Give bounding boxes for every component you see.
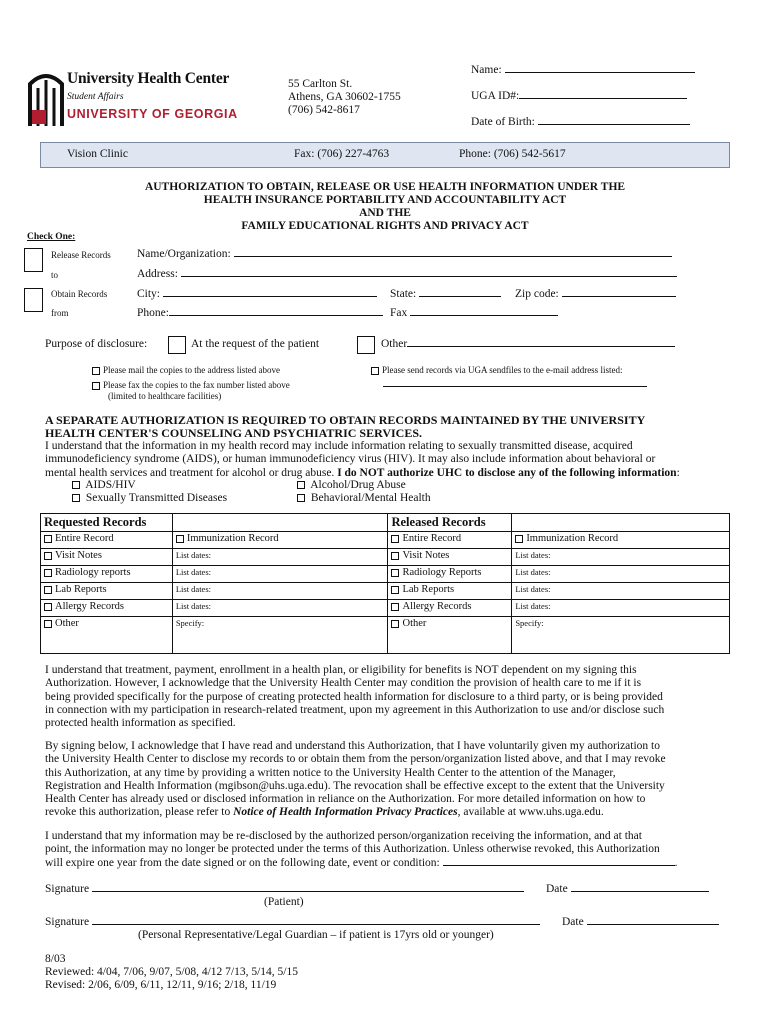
checkbox-icon[interactable] [92, 382, 100, 390]
name-field[interactable] [505, 72, 695, 73]
checkbox-icon[interactable] [391, 552, 399, 560]
checkbox-icon[interactable] [44, 552, 52, 560]
checkbox-icon[interactable] [391, 569, 399, 577]
check-one-label: Check One: [27, 232, 76, 242]
patient-signature-row: Signature [45, 883, 524, 895]
guardian-caption: (Personal Representative/Legal Guardian – if patient is 17yrs old or younger) [138, 929, 494, 941]
checkbox-icon[interactable] [44, 620, 52, 628]
paragraph-revocation: By signing below, I acknowledge that I have read and understand this Authorization, that I have voluntarily given my authorization to the University Health Center to disclose my records to or obtain them from the person/organization listed above, and that I may revoke this Authorization, at any time by providing a written notice to the University Health Center to the attention of the Manager, Registration and Health Information (mgibson@uhs.uga.edu). The revocation shall be effective except to the extent that the University Health Center has already used or disclosed information in reliance on the Authorization. For more detailed information on how to revoke this authorization, please refer to Notice of Health Information Privacy Practices, available at www.uhs.uga.edu. [45, 740, 666, 819]
checkbox-icon[interactable] [391, 620, 399, 628]
obtain-checkbox[interactable] [24, 288, 43, 312]
records-table [40, 513, 730, 654]
state-field[interactable] [419, 296, 501, 297]
name-org-row: Name/Organization: [137, 248, 672, 260]
requested-records-header: Requested Records [41, 514, 173, 532]
std-option: Sexually Transmitted Diseases [72, 492, 227, 504]
clinic-fax: Fax: (706) 227-4763 [294, 148, 390, 160]
privacy-notice-link[interactable]: Notice of Health Information Privacy Practices [233, 806, 458, 819]
city-row: City: [137, 288, 377, 300]
fax-row: Fax [390, 307, 558, 319]
clinic-phone: Phone: (706) 542-5617 [459, 148, 566, 160]
address-field[interactable] [181, 276, 677, 277]
table-row: Entire Record Immunization Record Entire Record Immunization Record [41, 532, 730, 549]
checkbox-icon[interactable] [176, 535, 184, 543]
alcohol-option: Alcohol/Drug Abuse [297, 479, 406, 491]
phone-field[interactable] [169, 315, 383, 316]
paragraph-redisclosure: I understand that my information may be re-disclosed by the authorized person/organization receiving the information, and at that point, the information may no longer be protected under the terms of this Authorization. Unless otherwise revoked, this Authorization will expire one year from the date signed or on the following date, event or condition: . [45, 830, 678, 869]
table-row: Radiology reports List dates: Radiology Reports List dates: [41, 566, 730, 583]
fax-option: Please fax the copies to the fax number listed above [92, 380, 290, 390]
checkbox-icon[interactable] [72, 494, 80, 502]
purpose-label: Purpose of disclosure: [45, 338, 148, 350]
dob-field[interactable] [538, 124, 690, 125]
state-row: State: [390, 288, 501, 300]
org-name: University Health Center [67, 70, 230, 87]
behavioral-option: Behavioral/Mental Health [297, 492, 431, 504]
checkbox-icon[interactable] [92, 367, 100, 375]
checkbox-icon[interactable] [44, 603, 52, 611]
clinic-bar [40, 142, 730, 168]
patient-fields: Name: UGA ID#: Date of Birth: [471, 64, 695, 142]
patient-caption: (Patient) [264, 896, 304, 908]
email-option: Please send records via UGA sendfiles to the e-mail address listed: [371, 365, 622, 375]
patient-date-row: Date [546, 883, 709, 895]
expiration-field[interactable] [443, 865, 675, 866]
revision-footer: 8/03 Reviewed: 4/04, 7/06, 9/07, 5/08, 4/12 7/13, 5/14, 5/15 Revised: 2/06, 6/09, 6/11, 12/11, 9/16; 2/18, 11/19 [45, 953, 298, 991]
other-row: Other [381, 338, 675, 350]
arch-logo-icon [26, 66, 66, 128]
clinic-name: Vision Clinic [67, 148, 128, 160]
paragraph-treatment: I understand that treatment, payment, enrollment in a health plan, or eligibility for benefits is NOT dependent on my signing this Authorization. However, I acknowledge that the University Health Center may condition the provision of health care to me if it is being provided specifically for the purpose of creating protected health information for disclosure to a third party, or is being provided in connection with my participation in research-related treatment, upon my agreement in this Authorization to use and/or disclose such protected health information as specified. [45, 664, 665, 730]
table-row: Other Specify: Other Specify: [41, 617, 730, 654]
guardian-signature-row: Signature [45, 916, 540, 928]
zip-row: Zip code: [515, 288, 676, 300]
patient-request-label: At the request of the patient [191, 338, 320, 350]
checkbox-icon[interactable] [297, 494, 305, 502]
checkbox-icon[interactable] [515, 535, 523, 543]
org-sub: Student Affairs [67, 92, 124, 102]
checkbox-icon[interactable] [44, 586, 52, 594]
other-checkbox[interactable] [357, 336, 375, 354]
table-row: Allergy Records List dates: Allergy Records List dates: [41, 600, 730, 617]
mail-option: Please mail the copies to the address listed above [92, 365, 280, 375]
checkbox-icon[interactable] [391, 586, 399, 594]
fax-field[interactable] [410, 315, 558, 316]
guardian-date-row: Date [562, 916, 719, 928]
other-field[interactable] [407, 346, 675, 347]
patient-request-checkbox[interactable] [168, 336, 186, 354]
city-field[interactable] [163, 296, 377, 297]
sensitive-info-text: I understand that the information in my health record may include information relating to sexually transmitted disease, acquired immunodeficiency syndrome (AIDS), or human immunodeficiency virus (HIV). It may also include information about behavioral or mental health services and treatment for alcohol or drug abuse. I do NOT authorize UHC to disclose any of the following information: [45, 440, 680, 479]
zip-field[interactable] [562, 296, 676, 297]
separate-auth-heading: A SEPARATE AUTHORIZATION IS REQUIRED TO OBTAIN RECORDS MAINTAINED BY THE UNIVERSITY HEALTH CENTER'S COUNSELING AND PSYCHIATRIC SERVICES. [45, 413, 646, 440]
checkbox-icon[interactable] [297, 481, 305, 489]
university-name: UNIVERSITY OF GEORGIA [67, 107, 238, 121]
table-row: Visit Notes List dates: Visit Notes List dates: [41, 549, 730, 566]
name-org-field[interactable] [234, 256, 672, 257]
table-row: Lab Reports List dates: Lab Reports List dates: [41, 583, 730, 600]
checkbox-icon[interactable] [44, 569, 52, 577]
address-row: Address: [137, 268, 677, 280]
released-records-header: Released Records [388, 514, 512, 532]
aids-option: AIDS/HIV [72, 479, 136, 491]
uga-id-field[interactable] [519, 98, 687, 99]
guardian-date-field[interactable] [587, 924, 719, 925]
patient-date-field[interactable] [571, 891, 709, 892]
checkbox-icon[interactable] [391, 603, 399, 611]
patient-signature-field[interactable] [92, 891, 524, 892]
checkbox-icon[interactable] [391, 535, 399, 543]
checkbox-icon[interactable] [371, 367, 379, 375]
address-block: 55 Carlton St. Athens, GA 30602-1755 (706) 542-8617 [288, 78, 401, 116]
release-checkbox[interactable] [24, 248, 43, 272]
phone-row: Phone: [137, 307, 383, 319]
guardian-signature-field[interactable] [92, 924, 540, 925]
checkbox-icon[interactable] [44, 535, 52, 543]
email-field[interactable] [383, 386, 647, 387]
form-title: AUTHORIZATION TO OBTAIN, RELEASE OR USE HEALTH INFORMATION UNDER THE HEALTH INSURANCE PORTABILITY AND ACCOUNTABILITY ACT AND THE FAMILY EDUCATIONAL RIGHTS AND PRIVACY ACT [144, 181, 626, 232]
checkbox-icon[interactable] [72, 481, 80, 489]
